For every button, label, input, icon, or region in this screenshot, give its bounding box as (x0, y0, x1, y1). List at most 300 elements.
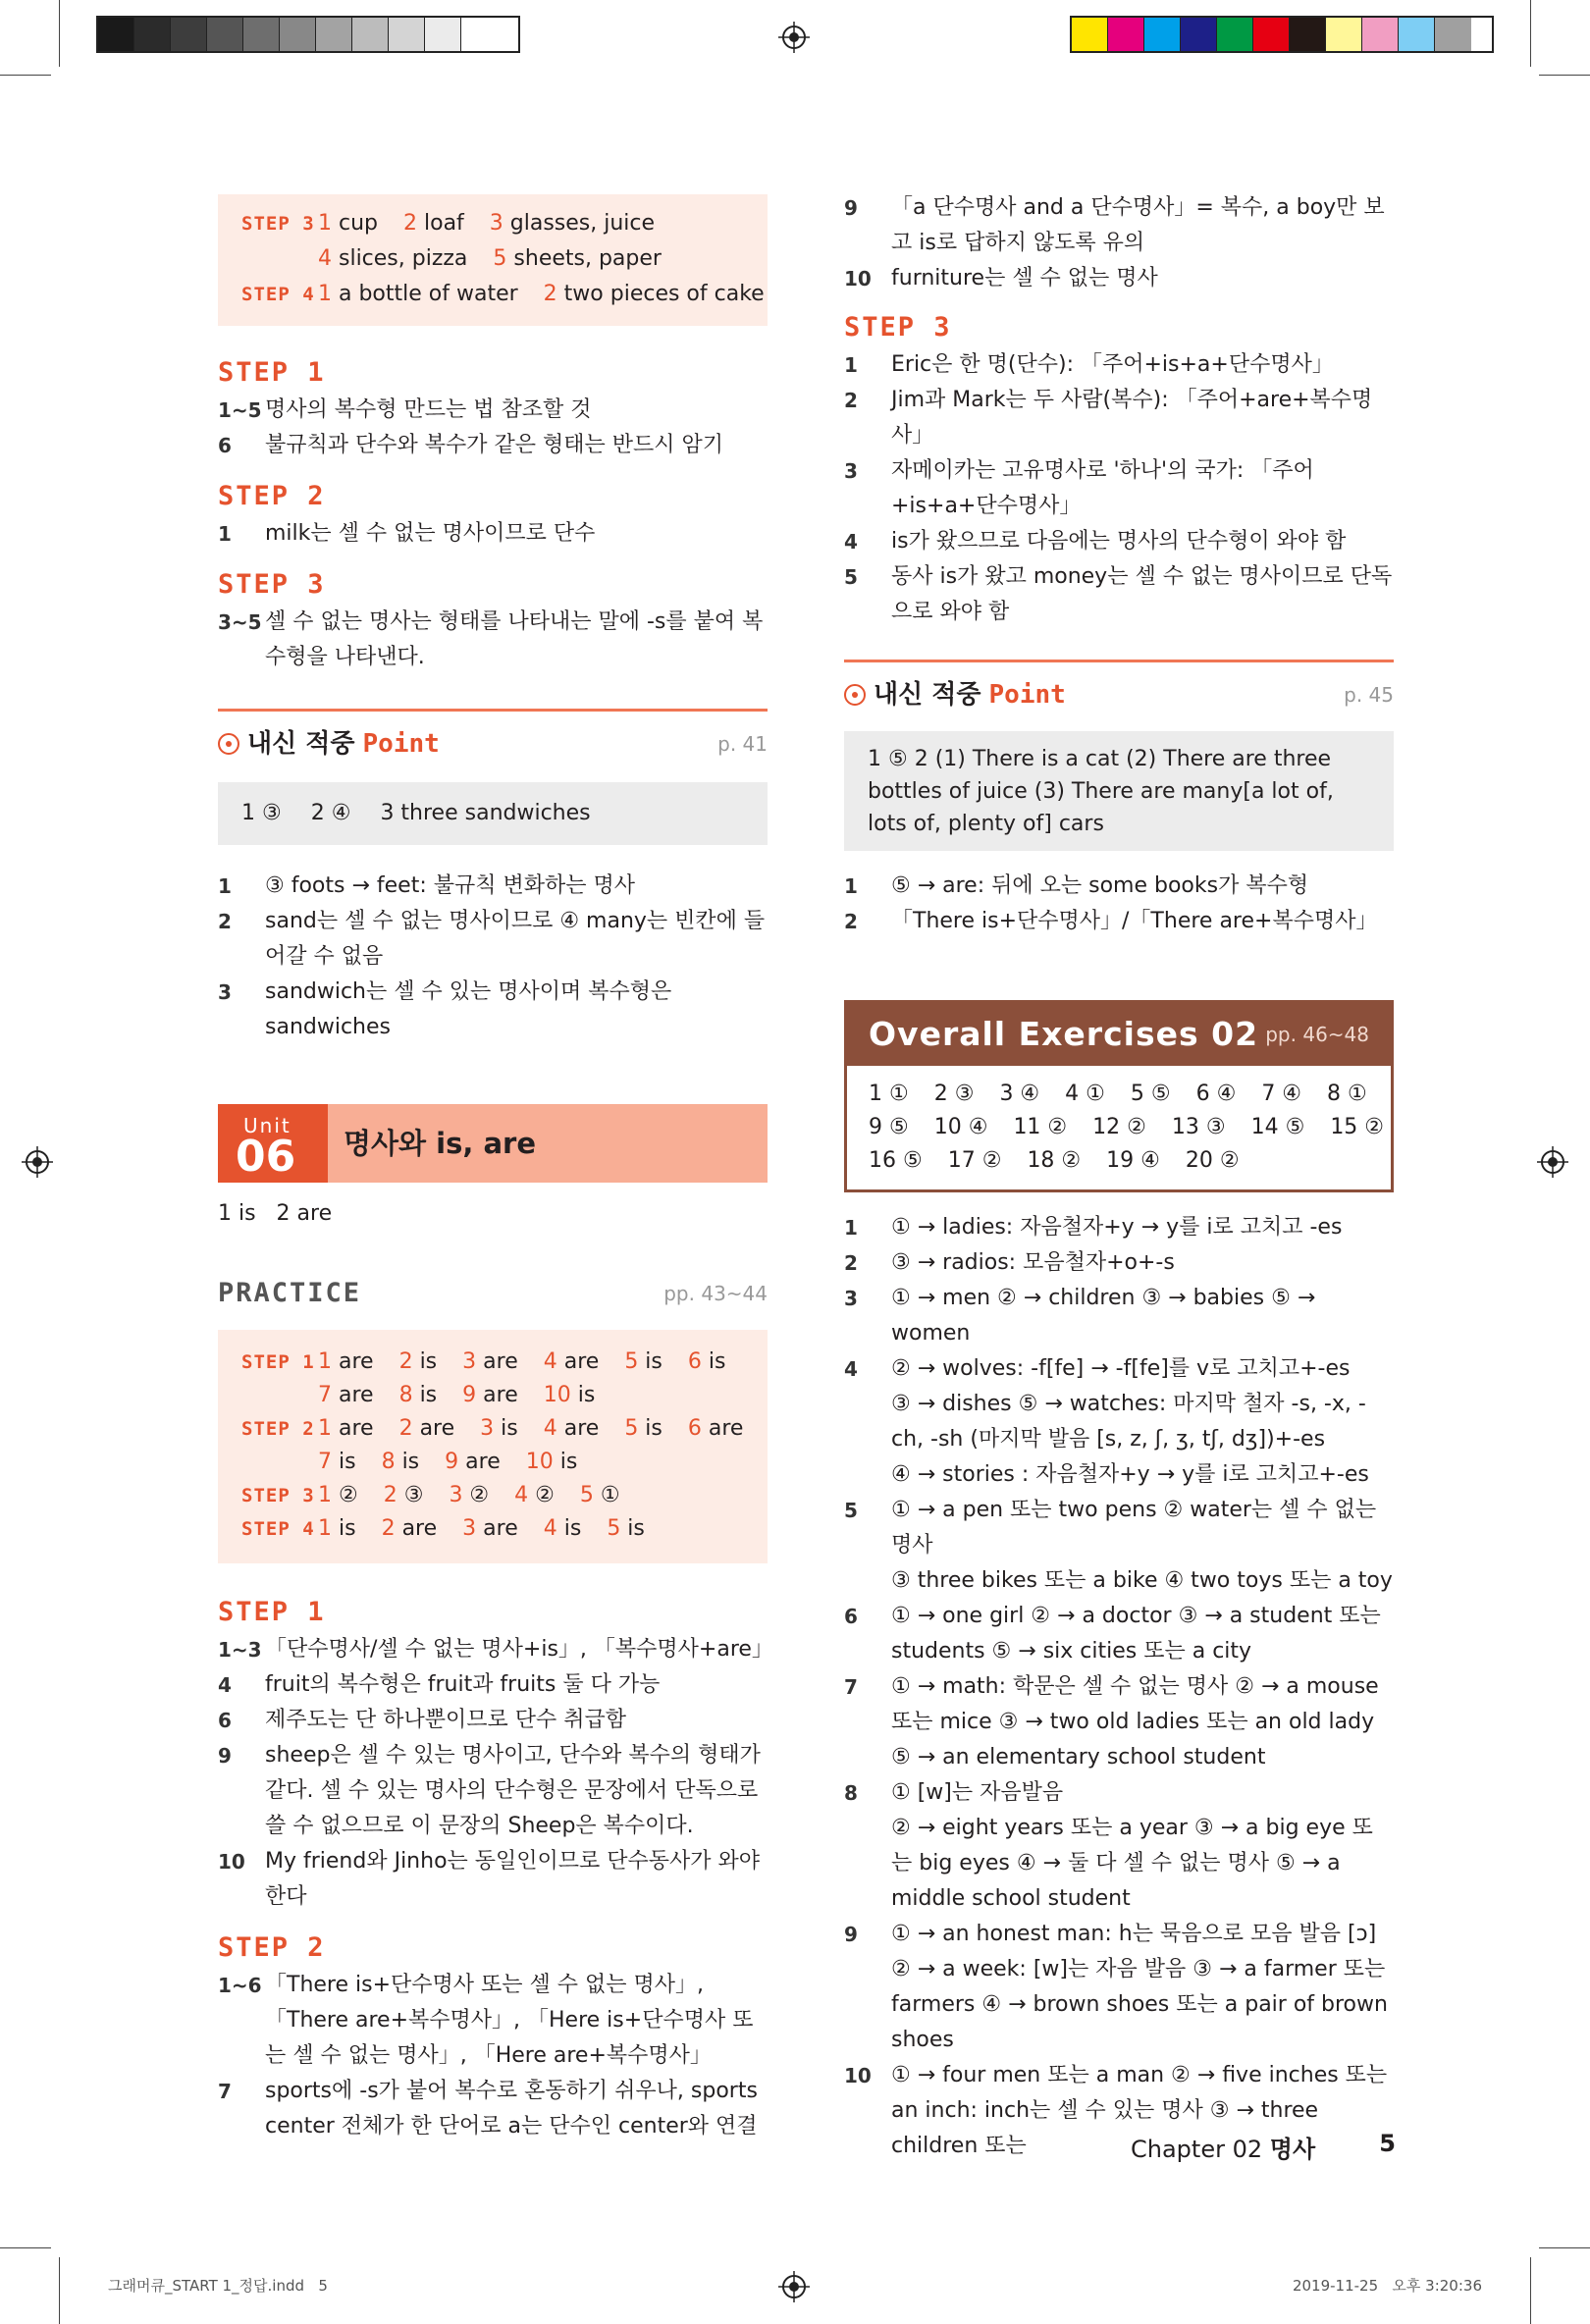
crop-mark (0, 2247, 51, 2248)
answer-row (241, 241, 768, 277)
note-item (844, 1599, 1394, 1669)
answer-row (241, 1379, 768, 1412)
note-text: ① → ladies: 자음철자+y → y를 i로 고치고 -es (891, 1215, 1343, 1240)
answer-item (318, 1512, 356, 1545)
answer-number: 4 (514, 1483, 529, 1507)
answer-item (399, 1346, 438, 1378)
chapter-label: Chapter 02 (1131, 2136, 1263, 2163)
answer-row (869, 1144, 1369, 1178)
overall-answer: 4 ① (1065, 1082, 1105, 1106)
note-number: 1 (218, 522, 232, 546)
note-item (218, 428, 768, 463)
note-text: ② → eight years 또는 a year ③ → a big eye 또는 big eyes ④ → 둘 다 셀 수 없는 명사 ⑤ → a middle school student (891, 1816, 1373, 1911)
color-swatch (1181, 18, 1217, 51)
answer-item (544, 277, 765, 312)
target-icon (218, 733, 239, 755)
answer-value: glasses, juice (503, 211, 656, 236)
answer-value: cup (332, 211, 378, 236)
answer-item (318, 1346, 374, 1378)
answer-value: loaf (417, 211, 464, 236)
overall-answer: 15 ② (1330, 1115, 1385, 1139)
overall-answer: 12 ② (1092, 1115, 1146, 1139)
answer-number: 5 (624, 1416, 639, 1441)
note-number: 5 (844, 1499, 858, 1522)
answer-item (526, 1446, 578, 1478)
note-number: 6 (218, 1709, 232, 1732)
answer-item (544, 1346, 600, 1378)
note-text: ① → four men 또는 a man ② → five inches 또는 an inch: inch는 셀 수 있는 명사 ③ → three children 또는 (891, 2063, 1388, 2158)
overall-answer: 1 ① (869, 1082, 909, 1106)
practice-title: PRACTICE (218, 1278, 362, 1308)
crop-mark (1530, 0, 1531, 67)
unit-badge (218, 1104, 328, 1183)
answer-value: ② (462, 1483, 490, 1507)
unit-label: Unit (243, 1114, 292, 1137)
note-text: ① → men ② → children ③ → babies ⑤ → women (891, 1286, 1316, 1346)
note-text: ① → a pen 또는 two pens ② water는 셀 수 없는 명사 (891, 1498, 1377, 1558)
overall-answer: 6 ④ (1195, 1082, 1237, 1106)
greyscale-bar (96, 16, 520, 53)
answer-item (544, 1379, 596, 1411)
answer-value: are (395, 1516, 438, 1541)
crop-mark (1539, 75, 1590, 76)
answer-number: 3 (449, 1483, 463, 1507)
section-title-step2: STEP 2 (218, 481, 326, 511)
answer-number: 10 (543, 1383, 571, 1407)
note-number: 5 (844, 565, 858, 589)
note-number: 9 (218, 1744, 232, 1768)
note-item (844, 1563, 1394, 1599)
answer-item (493, 241, 662, 277)
practice-header (218, 1271, 768, 1316)
answer-value: is (332, 1516, 356, 1541)
answer-number: 1 (318, 282, 332, 306)
overall-answer: 13 ③ (1171, 1115, 1226, 1139)
note-number: 1~3 (218, 1638, 262, 1662)
page-footer (1131, 2130, 1396, 2164)
overall-exercises-box (844, 1000, 1394, 1192)
answer-item (490, 206, 655, 241)
answer-value: is (412, 1349, 438, 1374)
note-item (218, 1632, 773, 1667)
answer-value: are (458, 1450, 501, 1474)
note-number: 6 (218, 434, 232, 457)
note-item (844, 1245, 1394, 1281)
note-number: 2 (844, 1251, 858, 1275)
note-item (844, 1669, 1394, 1775)
answer-row (869, 1078, 1369, 1111)
answer-item (544, 1412, 600, 1445)
note-item (218, 605, 768, 675)
registration-mark-left (22, 1146, 53, 1178)
answer-value: is (620, 1516, 645, 1541)
color-swatch (352, 18, 389, 51)
note-text: 제주도는 단 하나뿐이므로 단수 취급함 (265, 1708, 627, 1732)
answer-item (607, 1512, 645, 1545)
answer-value: a bottle of water (332, 282, 518, 306)
point-answer: 1 ③ (241, 801, 282, 825)
note-item (218, 2074, 768, 2144)
top-answer-box (218, 194, 768, 326)
note-item (844, 904, 1394, 939)
answer-value: are (701, 1416, 744, 1441)
note-number: 2 (844, 910, 858, 933)
note-number: 1 (218, 874, 232, 898)
note-item (844, 383, 1394, 453)
note-text: sandwich는 셀 수 있는 명사이며 복수형은 sandwiches (265, 979, 672, 1039)
overall-title: Overall Exercises 02 (869, 1015, 1259, 1053)
note-text: 명사의 복수형 만드는 법 참조할 것 (265, 397, 592, 422)
answer-value: is (570, 1383, 596, 1407)
point-answer: 2 ④ (310, 801, 351, 825)
step-label: STEP 4 (241, 284, 315, 305)
note-item (218, 1844, 768, 1915)
color-swatch (1217, 18, 1253, 51)
answer-number: 2 (398, 1349, 413, 1374)
answer-item (462, 1512, 518, 1545)
answer-value: are (332, 1383, 374, 1407)
section-title-step3: STEP 3 (218, 569, 326, 600)
note-number: 7 (844, 1675, 858, 1699)
answer-value: sheets, paper (506, 246, 662, 271)
note-item (218, 516, 768, 552)
answer-number: 1 (318, 1349, 332, 1374)
answer-number: 2 (543, 282, 557, 306)
note-text: ② → a week: [w]는 자음 발음 ③ → a farmer 또는 farmers ④ → brown shoes 또는 a pair of brown shoes (891, 1957, 1388, 2052)
answer-number: 1 (318, 211, 332, 236)
overall-answer: 10 ④ (933, 1115, 988, 1139)
note-item (218, 1667, 768, 1703)
answer-number: 5 (607, 1516, 621, 1541)
answer-value: ③ (397, 1483, 424, 1507)
registration-mark-right (1537, 1146, 1568, 1178)
answer-item (403, 206, 464, 241)
step3-notes (218, 605, 768, 675)
note-number: 1 (844, 353, 858, 377)
overall-answer: 7 ④ (1261, 1082, 1302, 1106)
color-swatch (1362, 18, 1399, 51)
note-item (844, 1457, 1394, 1493)
note-text: ① → an honest man: h는 묵음으로 모음 발음 [ɔ] (891, 1922, 1377, 1946)
answer-value: is (395, 1450, 420, 1474)
answer-value: is (332, 1450, 356, 1474)
unit-number: 06 (236, 1132, 296, 1182)
answer-value: ② (332, 1483, 358, 1507)
overall-answer: 11 ② (1013, 1115, 1068, 1139)
note-text: milk는 셀 수 없는 명사이므로 단수 (265, 521, 596, 546)
step-label: STEP 2 (241, 1418, 315, 1440)
answer-value: are (412, 1416, 455, 1441)
note-text: My friend와 Jinho는 동일인이므로 단수동사가 와야 한다 (265, 1849, 761, 1909)
answer-value: two pieces of cake (556, 282, 765, 306)
answer-number: 3 (462, 1516, 477, 1541)
note-text: fruit의 복수형은 fruit과 fruits 둘 다 가능 (265, 1672, 661, 1697)
note-number: 1~5 (218, 398, 262, 422)
color-swatch (280, 18, 316, 51)
answer-value: are (556, 1349, 600, 1374)
slug-file: 그래머큐_START 1_정답.indd 5 (108, 2277, 328, 2295)
note-text: ④ → stories : 자음철자+y → y를 i로 고치고+-es (891, 1462, 1369, 1487)
crop-mark (1539, 2247, 1590, 2248)
answer-number: 2 (403, 211, 417, 236)
answer-item (462, 1346, 518, 1378)
note-text: furniture는 셀 수 없는 명사 (891, 266, 1158, 290)
slug-date: 2019-11-25 오후 3:20:36 (1292, 2277, 1482, 2295)
note-item (218, 393, 768, 428)
note-item (844, 1811, 1394, 1917)
color-swatch (1253, 18, 1290, 51)
color-swatch (134, 18, 171, 51)
note-text: sand는 셀 수 없는 명사이므로 ④ many는 빈칸에 들어갈 수 없음 (265, 909, 766, 969)
overall-header (847, 1003, 1391, 1066)
crop-mark (59, 0, 60, 67)
overall-answer: 18 ② (1027, 1148, 1082, 1173)
overall-answer: 17 ② (947, 1148, 1002, 1173)
answer-number: 9 (462, 1383, 477, 1407)
answer-value: is (553, 1450, 578, 1474)
answer-number: 4 (543, 1416, 557, 1441)
note-item (844, 1281, 1394, 1351)
note-item (844, 261, 1394, 296)
note-text: ③ → dishes ⑤ → watches: 마지막 철자 -s, -x, -ch, -sh (마지막 발음 [s, z, ʃ, ʒ, tʃ, dʒ])+-es (891, 1392, 1366, 1452)
answer-number: 1 (318, 1416, 332, 1441)
overall-answer: 2 ③ (933, 1082, 975, 1106)
overall-answer: 16 ⑤ (869, 1148, 923, 1173)
answer-item (318, 277, 518, 312)
overall-pages: pp. 46~48 (1265, 1023, 1369, 1046)
answer-value: are (476, 1349, 518, 1374)
answer-number: 4 (543, 1349, 557, 1374)
note-item (218, 1968, 768, 2074)
overall-answer: 20 ② (1185, 1148, 1240, 1173)
answer-value: ① (593, 1483, 620, 1507)
section-title-practice-step1: STEP 1 (218, 1597, 326, 1627)
answer-number: 7 (318, 1450, 332, 1474)
note-item (844, 347, 1394, 383)
note-number: 7 (218, 2080, 232, 2103)
note-item (844, 1775, 1394, 1811)
unit-answer: 1 is 2 are (218, 1201, 333, 1226)
overall-answer: 8 ① (1327, 1082, 1367, 1106)
note-number: 10 (844, 267, 872, 290)
note-text: sports에 -s가 붙어 복수로 혼동하기 쉬우나, sports center 전체가 한 단어로 a는 단수인 center와 연결 (265, 2079, 758, 2139)
color-swatch (98, 18, 134, 51)
answer-row (869, 1111, 1385, 1144)
answer-row (241, 1479, 768, 1512)
note-number: 10 (218, 1850, 245, 1874)
note-text: ⑤ → are: 뒤에 오는 some books가 복수형 (891, 873, 1309, 898)
point-page: p. 45 (1344, 683, 1394, 707)
answer-item (514, 1479, 555, 1511)
overall-answer: 5 ⑤ (1130, 1082, 1171, 1106)
answer-row (241, 206, 768, 241)
note-text: ① → math: 학문은 셀 수 없는 명사 ② → a mouse 또는 mice ③ → two old ladies 또는 an old lady ⑤ → an elementary school student (891, 1674, 1379, 1769)
note-text: is가 왔으므로 다음에는 명사의 단수형이 와야 함 (891, 529, 1347, 554)
note-text: ③ → radios: 모음철자+o+-s (891, 1250, 1175, 1275)
point-page: p. 41 (717, 732, 768, 756)
answer-item (688, 1412, 744, 1445)
note-text: sheep은 셀 수 있는 명사이고, 단수와 복수의 형태가 같다. 셀 수 있는 명사의 단수형은 문장에서 단독으로 쓸 수 없으므로 이 문장의 Sheep은 복수이다. (265, 1743, 761, 1838)
answer-row (241, 277, 768, 312)
color-swatch (243, 18, 280, 51)
registration-mark-top (778, 22, 810, 53)
point-label: 내신 적중 (247, 729, 355, 759)
answer-number: 5 (624, 1349, 639, 1374)
answer-item (318, 1379, 374, 1411)
practice-step1-notes (218, 1632, 773, 1915)
note-item (844, 1952, 1394, 2058)
note-text: Eric은 한 명(단수): 「주어+is+a+단수명사」 (891, 352, 1334, 377)
practice-pages: pp. 43~44 (663, 1282, 768, 1305)
note-number: 1~6 (218, 1974, 262, 1997)
answer-number: 3 (462, 1349, 477, 1374)
color-swatch (425, 18, 461, 51)
note-text: 「There is+단수명사」/「There are+복수명사」 (891, 909, 1378, 933)
answer-number: 2 (381, 1516, 396, 1541)
note-number: 9 (844, 1923, 858, 1946)
note-number: 3 (844, 1287, 858, 1310)
answer-item (480, 1412, 518, 1445)
answer-value: is (556, 1516, 582, 1541)
practice-answer-box (218, 1330, 768, 1563)
answer-number: 6 (687, 1349, 702, 1374)
color-swatch (1072, 18, 1108, 51)
note-number: 3 (844, 459, 858, 483)
section-title-step1: STEP 1 (218, 357, 326, 388)
answer-number: 4 (318, 246, 332, 271)
answer-item (384, 1479, 424, 1511)
step1-notes (218, 393, 768, 463)
unit-title: 명사와 is, are (344, 1127, 536, 1160)
page-number: 5 (1379, 2130, 1396, 2157)
answer-item (449, 1479, 489, 1511)
note-item (844, 559, 1394, 630)
overall-answers (847, 1066, 1391, 1189)
answer-number: 5 (493, 246, 507, 271)
answer-number: 2 (383, 1483, 398, 1507)
answer-number: 1 (318, 1516, 332, 1541)
color-swatch (1108, 18, 1144, 51)
note-item (844, 190, 1394, 261)
registration-mark-bottom (778, 2271, 810, 2302)
answer-number: 5 (579, 1483, 594, 1507)
answer-row (241, 1412, 768, 1446)
target-icon (844, 684, 866, 706)
note-item (844, 453, 1394, 524)
note-item (844, 1493, 1394, 1563)
answer-number: 8 (381, 1450, 396, 1474)
answer-value: is (494, 1416, 518, 1441)
point-header (844, 672, 1394, 717)
color-swatch (1399, 18, 1435, 51)
point-answer-box (218, 782, 768, 845)
color-bar (1070, 16, 1494, 53)
answer-number: 9 (445, 1450, 459, 1474)
note-number: 2 (218, 910, 232, 933)
note-text: 셀 수 없는 명사는 형태를 나타내는 말에 -s를 붙여 복수형을 나타낸다. (265, 609, 764, 669)
answer-number: 3 (489, 211, 504, 236)
answer-item (399, 1412, 455, 1445)
note-text: ① [w]는 자음발음 (891, 1780, 1064, 1805)
note-number: 1 (844, 1216, 858, 1240)
point-answer: 3 three sandwiches (380, 801, 591, 825)
note-item (218, 1703, 768, 1738)
overall-answer: 19 ④ (1106, 1148, 1160, 1173)
note-number: 3 (218, 980, 232, 1004)
note-number: 1 (844, 874, 858, 898)
note-text: ② → wolves: -f[fe] → -f[fe]를 v로 고치고+-es (891, 1356, 1351, 1381)
color-swatch (1290, 18, 1326, 51)
answer-item (318, 1446, 356, 1478)
note-number (844, 1811, 891, 1917)
chapter-name: 명사 (1269, 2136, 1316, 2163)
answer-item (624, 1346, 662, 1378)
answer-number: 3 (480, 1416, 495, 1441)
answer-item (382, 1512, 438, 1545)
answer-number: 8 (398, 1383, 413, 1407)
color-swatch (316, 18, 352, 51)
unit-header (218, 1104, 768, 1183)
answer-row (241, 1346, 768, 1379)
note-text: Jim과 Mark는 두 사람(복수): 「주어+are+복수명사」 (891, 388, 1373, 448)
overall-answer: 14 ⑤ (1250, 1115, 1305, 1139)
note-number (844, 1457, 891, 1493)
note-item (218, 869, 768, 904)
answer-item (624, 1412, 662, 1445)
answer-item (382, 1446, 420, 1478)
point-word: Point (362, 729, 440, 759)
note-item (218, 904, 768, 975)
color-swatch (1435, 18, 1471, 51)
left-column (218, 194, 773, 2144)
answer-value: is (638, 1349, 662, 1374)
note-number: 4 (844, 530, 858, 554)
color-swatch (207, 18, 243, 51)
step-label: STEP 3 (241, 1485, 315, 1506)
answer-value: slices, pizza (332, 246, 468, 271)
answer-value: are (556, 1416, 600, 1441)
note-number: 3~5 (218, 610, 262, 634)
answer-number: 1 (318, 1483, 332, 1507)
answer-value: are (332, 1349, 374, 1374)
note-text: ③ foots → feet: 불규칙 변화하는 명사 (265, 873, 635, 898)
note-number (844, 1563, 891, 1599)
note-number: 8 (844, 1781, 858, 1805)
top-notes (844, 190, 1394, 296)
answer-number: 7 (318, 1383, 332, 1407)
note-item (844, 1351, 1394, 1387)
step2-notes (218, 516, 768, 552)
point-answer-box (844, 731, 1394, 851)
answer-number: 10 (525, 1450, 554, 1474)
answer-row (241, 1512, 768, 1546)
note-item (218, 1738, 768, 1844)
note-text: ③ three bikes 또는 a bike ④ two toys 또는 a toy (891, 1568, 1393, 1593)
note-item (844, 524, 1394, 559)
note-text: 「a 단수명사 and a 단수명사」= 복수, a boy만 보고 is로 답하지 않도록 유의 (891, 195, 1385, 255)
color-swatch (171, 18, 207, 51)
point-label: 내신 적중 (874, 680, 981, 710)
answer-row (241, 1446, 768, 1479)
note-number: 4 (218, 1673, 232, 1697)
step-label: STEP 3 (241, 213, 315, 235)
answer-item (445, 1446, 501, 1478)
point-notes (218, 869, 768, 1045)
color-swatch (461, 18, 498, 51)
color-swatch (1326, 18, 1362, 51)
answer-item (318, 206, 378, 241)
note-text: 자메이카는 고유명사로 '하나'의 국가: 「주어+is+a+단수명사」 (891, 458, 1314, 518)
